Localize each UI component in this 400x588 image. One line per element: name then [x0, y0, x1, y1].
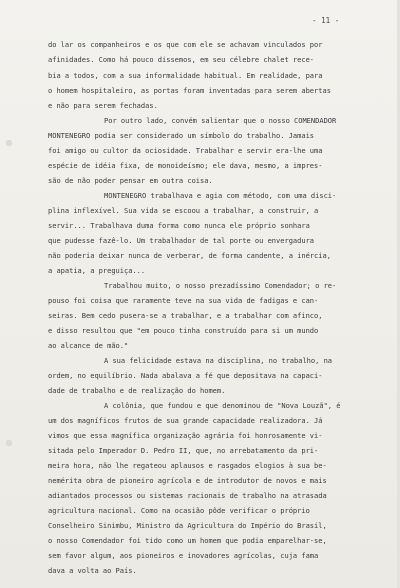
- text-line: um dos magníficos frutos de sua grande capacidade realizadora. Já: [48, 416, 323, 425]
- text-line: sem favor algum, aos pioneiros e inovadores agrícolas, cuja fama: [48, 551, 319, 560]
- text-line: não poderia deixar nunca de verberar, de forma candente, a inércia,: [48, 251, 331, 260]
- text-line: foi amigo ou cultor da ociosidade. Trabalhar e servir era-lhe uma: [48, 146, 323, 155]
- text-line: dava a volta ao País.: [48, 566, 137, 575]
- text-line: e disso resultou que "em pouco tinha construído para si um mundo: [48, 326, 319, 335]
- text-line: MONTENEGRO trabalhava e agia com método, com uma disci-: [104, 191, 337, 200]
- text-line: adiantados processos ou sistemas racionais de trabalho na atrasada: [48, 491, 327, 500]
- punch-hole: [6, 440, 12, 446]
- text-line: agricultura nacional. Como na ocasião pôde verificar o próprio: [48, 506, 310, 515]
- text-line: que pudesse fazê-lo. Um trabalhador de tal porte ou envergadura: [48, 236, 315, 245]
- text-line: e não para serem fechadas.: [48, 101, 158, 110]
- text-line: ao alcance de mão.": [48, 341, 129, 350]
- text-line: servir... Trabalhava duma forma como nunca ele próprio sonhara: [48, 221, 310, 230]
- text-line: vimos que essa magnífica organização agrária foi honrosamente vi-: [48, 431, 323, 440]
- text-line: A colônia, que fundou e que denominou de "Nova Louzã", é: [104, 401, 341, 410]
- text-line: do lar os companheiros e os que com ele se achavam vinculados por: [48, 40, 323, 49]
- text-line: pouso foi coisa que raramente teve na sua vida de fadigas e can-: [48, 296, 319, 305]
- text-line: plina inflexível. Sua vida se escoou a trabalhar, a construir, a: [48, 206, 319, 215]
- text-line: o nosso Comendador foi tido como um homem que podia emparelhar-se,: [48, 536, 327, 545]
- text-line: espécie de idéia fixa, de monoideísmo; ele dava, mesmo, a impres-: [48, 161, 323, 170]
- text-line: ordem, no equilíbrio. Nada abalava a fé que depositava na capaci-: [48, 371, 323, 380]
- punch-hole: [6, 140, 12, 146]
- text-line: sitada pelo Imperador D. Pedro II, que, no arrebatamento da pri-: [48, 446, 319, 455]
- text-line: Conselheiro Sinimbu, Ministro da Agricultura do Império do Brasil,: [48, 521, 327, 530]
- page-number: - 11 -: [312, 16, 340, 25]
- text-line: nemérita obra de pioneiro agrícola e de introdutor de novos e mais: [48, 476, 327, 485]
- text-line: dade de trabalho e de realização do homem.: [48, 386, 226, 395]
- text-line: afinidades. Como há pouco dissemos, em seu célebre chalet rece-: [48, 55, 315, 64]
- text-line: A sua felicidade estava na disciplina, no trabalho, na: [104, 356, 333, 365]
- text-line: meira hora, não lhe regateou aplausos e rasgados elogios à sua be-: [48, 461, 327, 470]
- text-line: a apatia, a preguiça...: [48, 266, 146, 275]
- text-line: são de não poder pensar em outra coisa.: [48, 176, 213, 185]
- text-line: seiras. Bem cedo pusera-se a trabalhar, e a trabalhar com afinco,: [48, 311, 323, 320]
- text-line: Trabalhou muito, o nosso prezadíssimo Comendador; o re-: [104, 281, 337, 290]
- text-line: MONTENEGRO podia ser considerado um símbolo do trabalho. Jamais: [48, 131, 315, 140]
- text-line: o homem hospitaleiro, as portas foram inventadas para serem abertas: [48, 86, 331, 95]
- text-line: bia a todos, com a sua informalidade habitual. Em realidade, para: [48, 71, 323, 80]
- text-line: Por outro lado, convém salientar que o nosso COMENDADOR: [104, 116, 337, 125]
